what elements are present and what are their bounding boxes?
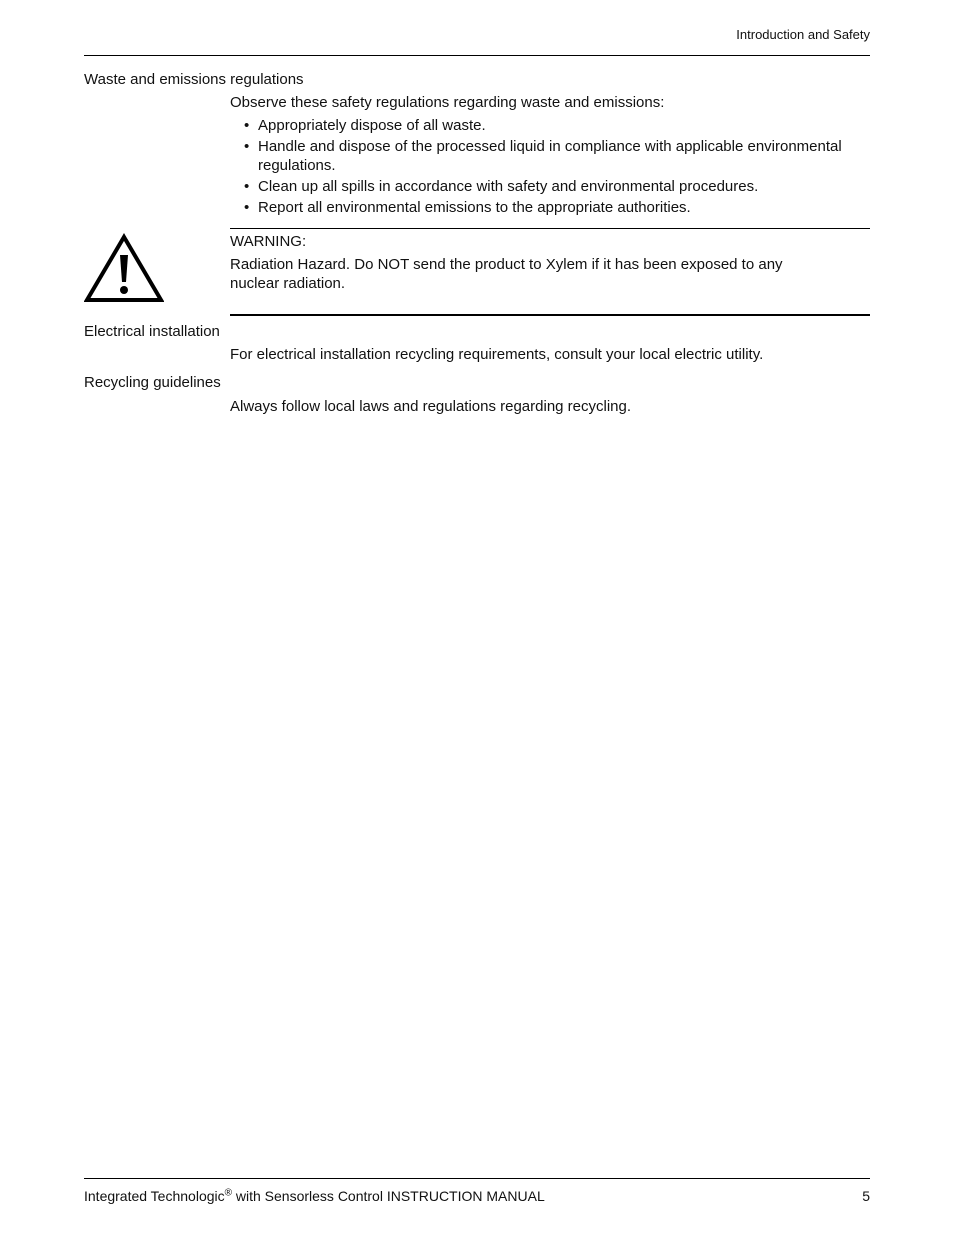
electrical-heading: Electrical installation [84, 323, 220, 340]
page-number: 5 [862, 1188, 870, 1204]
list-item-text: Handle and dispose of the processed liquid in compliance with applicable environmental regulations. [258, 138, 842, 174]
waste-heading: Waste and emissions regulations [84, 71, 304, 88]
electrical-text: For electrical installation recycling requirements, consult your local electric utility. [230, 346, 764, 363]
recycling-text: Always follow local laws and regulations regarding recycling. [230, 398, 632, 415]
list-item: • Clean up all spills in accordance with safety and environmental procedures. [244, 178, 759, 195]
warning-text: Radiation Hazard. Do NOT send the product to Xylem if it has been exposed to any nuclear radiation. [230, 256, 783, 292]
waste-bullet-list [244, 116, 844, 219]
list-item-text: Appropriately dispose of all waste. [258, 117, 486, 134]
footer-manual-title [84, 1188, 545, 1205]
warning-triangle-icon [84, 233, 164, 303]
header-rule [84, 55, 870, 56]
list-item: • Handle and dispose of the processed liquid in compliance with applicable environmental regulations. [244, 138, 842, 174]
recycling-heading: Recycling guidelines [84, 374, 221, 391]
warning-top-rule [230, 228, 870, 229]
footer-title-suffix: with Sensorless Control INSTRUCTION MANUAL [232, 1188, 545, 1204]
list-item: • Appropriately dispose of all waste. [244, 117, 486, 134]
footer-rule [84, 1178, 870, 1179]
list-item: • Report all environmental emissions to the appropriate authorities. [244, 199, 691, 216]
warning-bottom-rule [230, 314, 870, 316]
running-header: Introduction and Safety [736, 27, 870, 42]
registered-mark: ® [224, 1187, 232, 1199]
warning-label: WARNING: [230, 233, 307, 250]
waste-intro: Observe these safety regulations regarding waste and emissions: [230, 94, 665, 111]
list-item-text: Clean up all spills in accordance with safety and environmental procedures. [258, 178, 759, 195]
footer-title-prefix: Integrated Technologic [84, 1188, 225, 1204]
list-item-text: Report all environmental emissions to the appropriate authorities. [258, 199, 691, 216]
